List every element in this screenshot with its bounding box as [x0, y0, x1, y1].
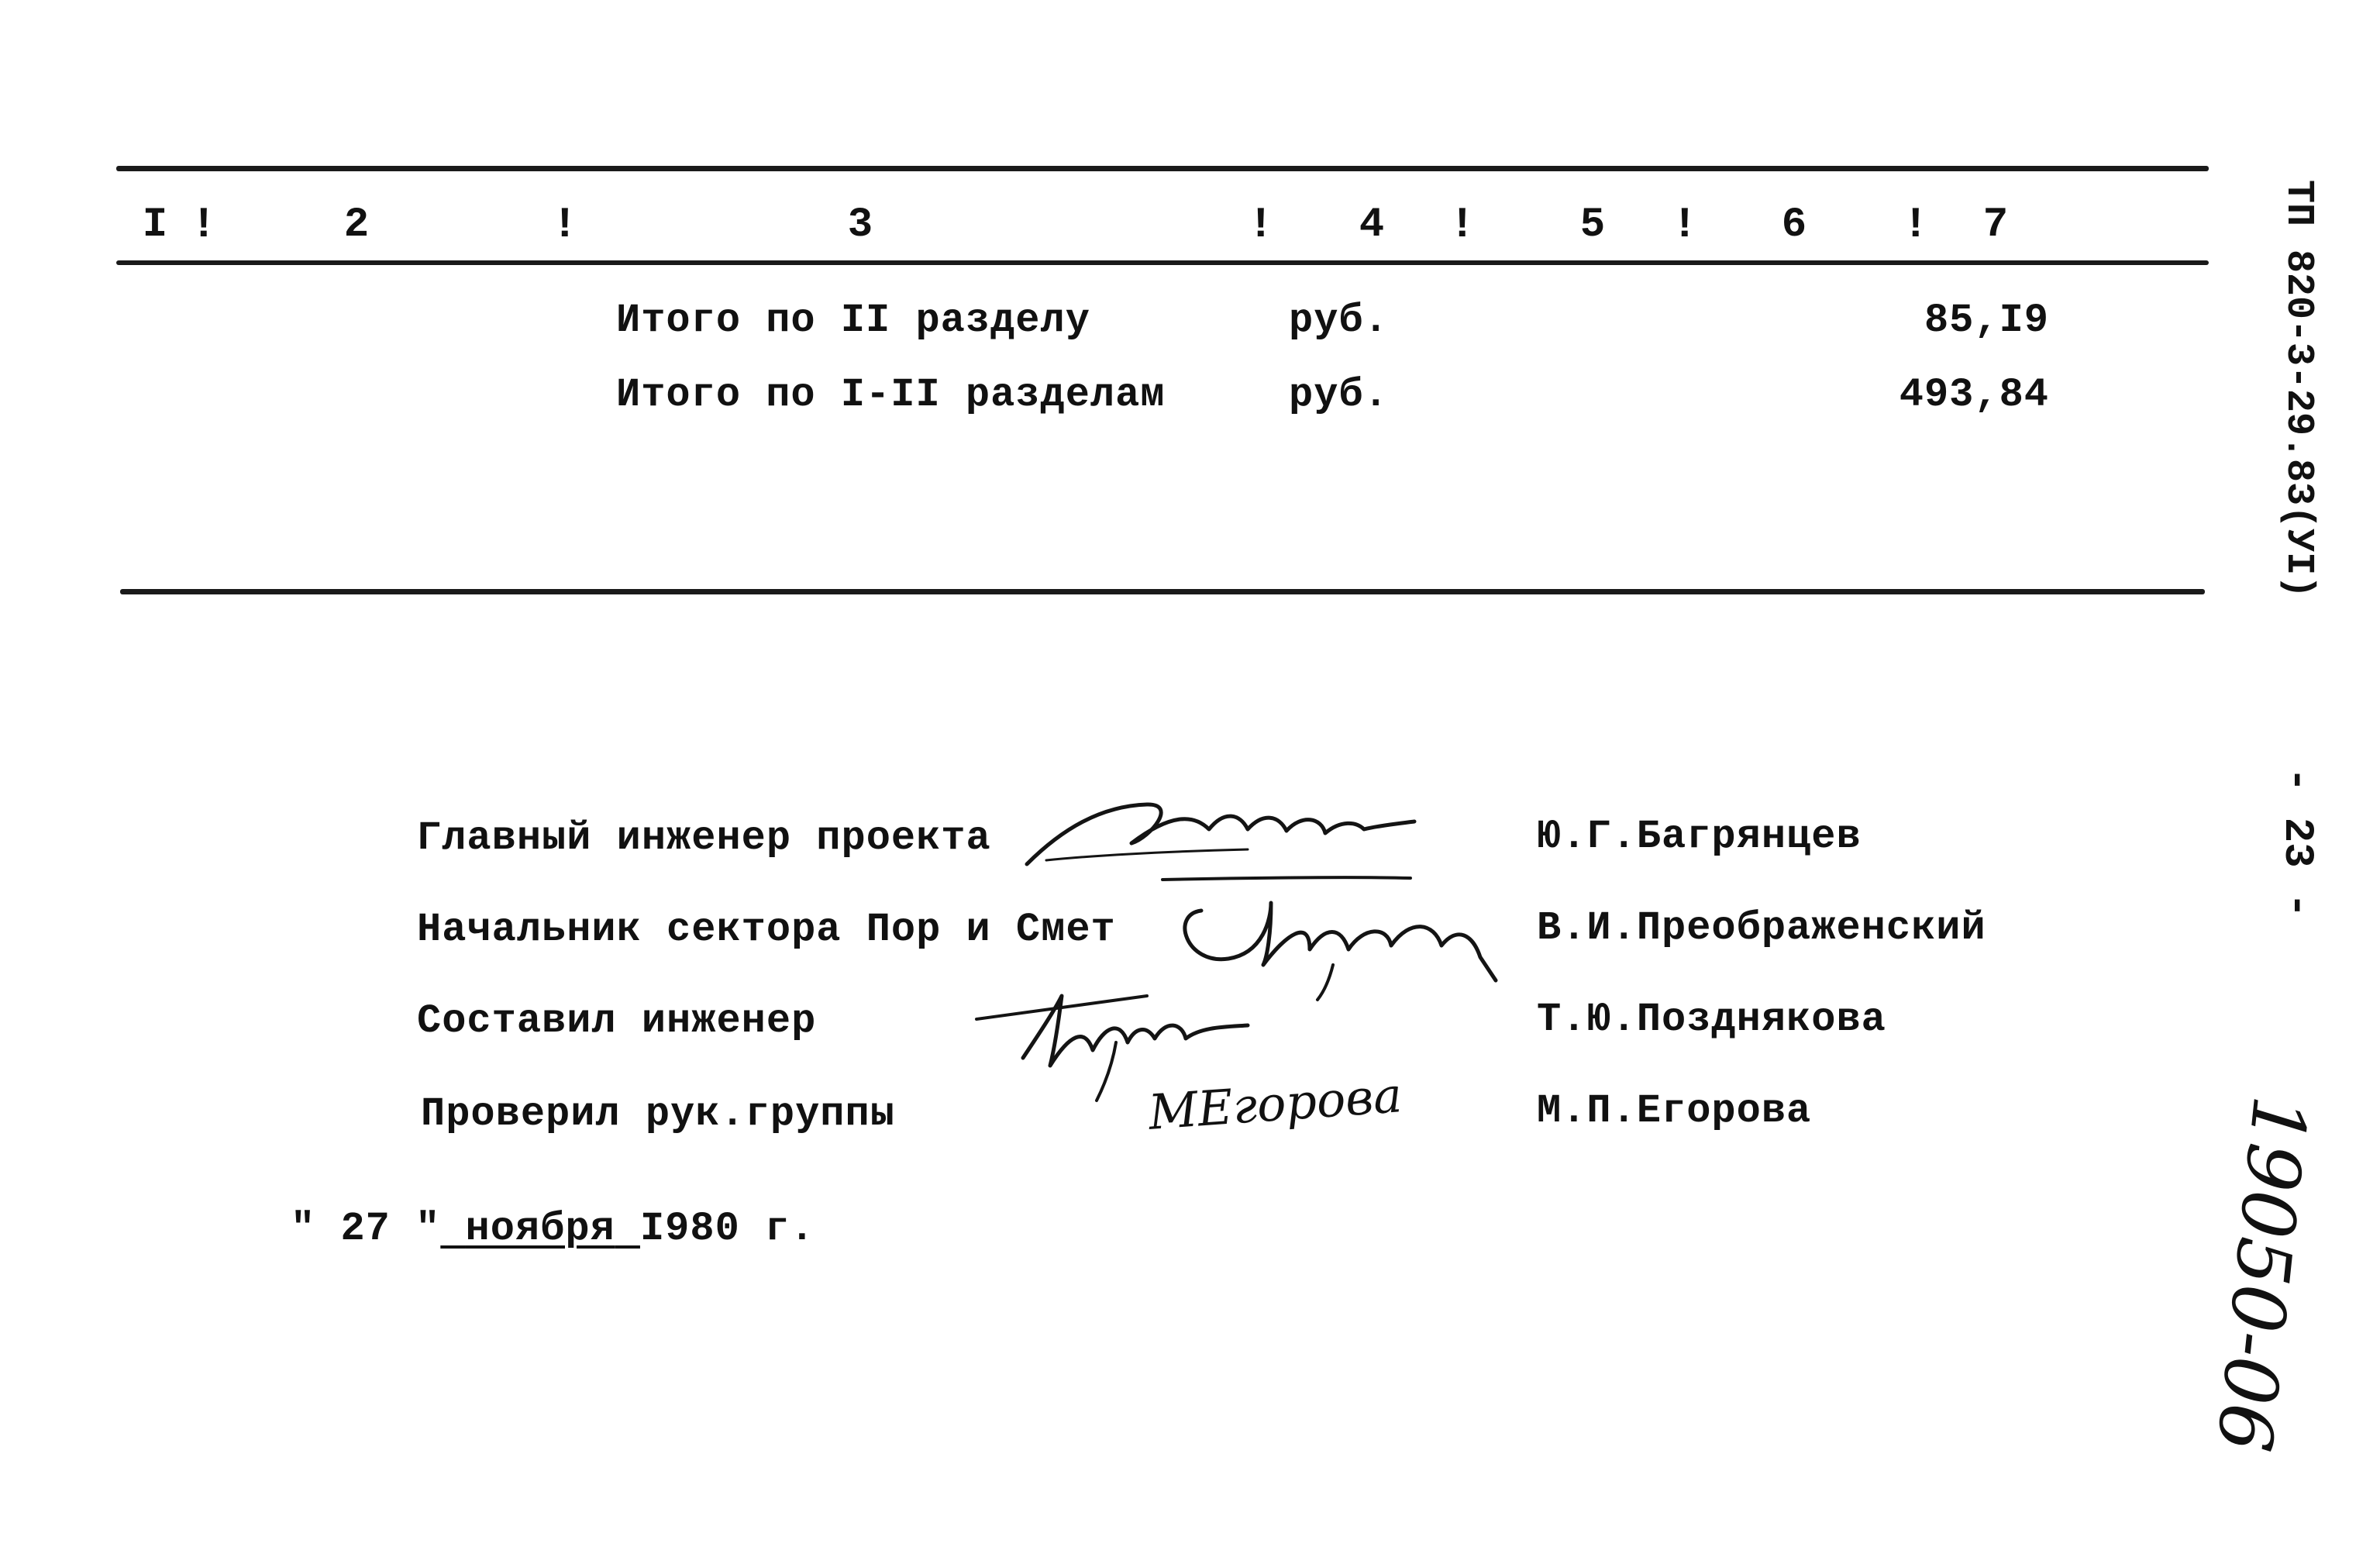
date-suffix: г.	[765, 1206, 815, 1252]
column-header-1: I	[142, 202, 168, 249]
margin-handwritten-number: 19050-06	[2199, 1092, 2323, 1456]
row-unit: руб.	[1289, 372, 1389, 418]
column-header-7: 7	[1982, 202, 2009, 249]
column-separator: !	[552, 200, 578, 250]
signature-position: Начальник сектора Пор и Смет	[417, 907, 1116, 952]
margin-document-code: ТП 820-3-29.83(УI)	[2276, 180, 2320, 599]
row-label: Итого по II разделу	[616, 298, 1090, 343]
date-quote-open: "	[291, 1206, 316, 1252]
document-date	[291, 1206, 815, 1252]
table-top-rule	[116, 166, 2209, 171]
margin-page-number: - 23 -	[2273, 767, 2320, 918]
date-month: ноября	[465, 1206, 615, 1252]
column-header-5: 5	[1579, 202, 1606, 249]
table-bottom-rule	[120, 589, 2205, 594]
row-amount: 493,84	[1899, 372, 2049, 418]
handwritten-signature-checker: МЕгорова	[1146, 1066, 1404, 1141]
signature-position: Главный инженер проекта	[417, 815, 991, 861]
signature-name: Ю.Г.Багрянцев	[1537, 814, 1862, 859]
handwritten-signature-chief-engineer	[1015, 783, 1418, 884]
date-day: 27	[340, 1206, 391, 1252]
column-separator: !	[191, 200, 217, 250]
signature-position: Составил инженер	[417, 998, 817, 1044]
column-header-6: 6	[1781, 202, 1807, 249]
row-unit: руб.	[1289, 298, 1389, 343]
column-separator: !	[1449, 200, 1476, 250]
row-label: Итого по I-II разделам	[616, 372, 1166, 418]
signature-name: М.П.Егорова	[1537, 1088, 1812, 1134]
date-year: I980	[639, 1206, 740, 1252]
signature-name: Т.Ю.Позднякова	[1537, 997, 1886, 1042]
row-amount: 85,I9	[1924, 298, 2049, 343]
column-header-3: 3	[847, 202, 873, 249]
column-separator: !	[1672, 200, 1698, 250]
column-header-2: 2	[343, 202, 370, 249]
column-header-4: 4	[1359, 202, 1385, 249]
date-quote-close: "	[415, 1206, 441, 1252]
signature-name: В.И.Преображенский	[1537, 905, 1986, 951]
table-header-rule	[116, 260, 2209, 265]
column-separator: !	[1248, 200, 1274, 250]
column-separator: !	[1903, 200, 1929, 250]
signature-position: Проверил рук.группы	[421, 1091, 895, 1137]
